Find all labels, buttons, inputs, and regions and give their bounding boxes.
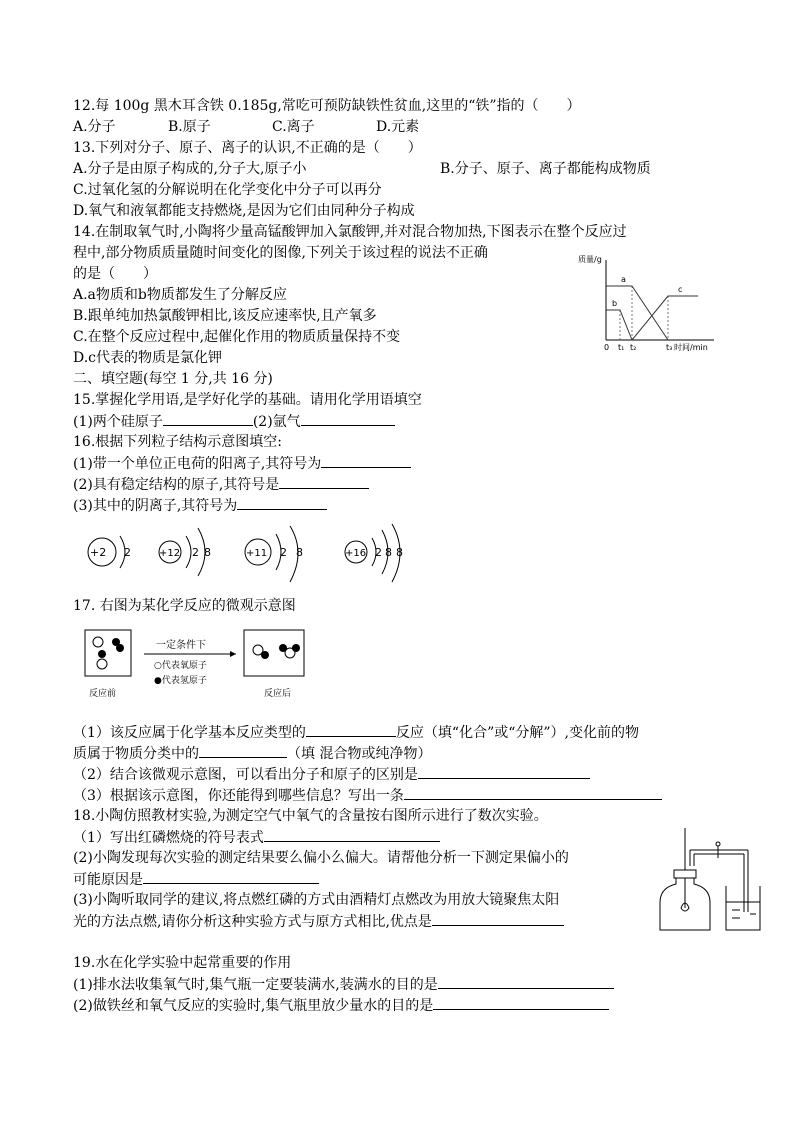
q12-stem: 12.每 100g 黑木耳含铁 0.185g,常吃可预防缺铁性贫血,这里的“铁”指的（ ）: [73, 98, 581, 114]
q16-blank1[interactable]: [321, 453, 411, 468]
nucleus-4: +16: [345, 548, 367, 559]
q16-blank3[interactable]: [237, 495, 327, 510]
q19-part2-text: (2)做铁丝和氧气反应的实验时,集气瓶里放少量水的目的是: [73, 998, 434, 1014]
graph-series-b: b: [612, 299, 618, 308]
shell-4-2: 8: [385, 546, 392, 559]
q16-part1-text: (1)带一个单位正电荷的阳离子,其符号为: [73, 456, 322, 472]
q17-part3-text: （3）根据该示意图，你还能得到哪些信息？写出一条: [73, 788, 404, 804]
section-2-heading: 二、填空题(每空 1 分,共 16 分): [73, 371, 273, 387]
q18-part2-line1: (2)小陶发现每次实验的测定结果要么偏小么偏大。请帮他分析一下测定果偏小的: [73, 850, 569, 866]
q12-option-b: B.原子: [168, 119, 211, 135]
q15-part2: (2)氩气: [252, 414, 301, 430]
graph-xlabel: 时间/min: [674, 343, 708, 352]
q19-part2: [73, 995, 609, 1016]
q18-part3-line2: [73, 911, 564, 932]
q15-stem: 15.掌握化学用语,是学好化学的基础。请用化学用语填空: [73, 392, 422, 408]
nucleus-1: +2: [90, 546, 107, 559]
q12-option-a: A.分子: [73, 119, 116, 135]
structure-1: [88, 536, 131, 568]
shell-3-2: 8: [296, 546, 303, 559]
q17-part1-text-b: 反应（填“化合”或“分解”）,变化前的物: [395, 725, 639, 741]
q14-option-c: C.在整个反应过程中,起催化作用的物质质量保持不变: [73, 329, 401, 345]
q13-stem: 13.下列对分子、原子、离子的认识,不正确的是（ ）: [73, 140, 422, 156]
q19-blank1[interactable]: [438, 974, 614, 989]
q16-part2: [73, 474, 369, 495]
q14-option-b: B.跟单纯加热氯酸钾相比,该反应速率快,且产氧多: [73, 308, 377, 324]
q17-blank2[interactable]: [199, 743, 287, 758]
nucleus-3: +11: [246, 548, 268, 559]
q19-blank2[interactable]: [433, 995, 609, 1010]
q18-stem: 18.小陶仿照教材实验,为测定空气中氧气的含量按右图所示进行了数次实验。: [73, 808, 548, 824]
q16-stem: 16.根据下列粒子结构示意图填空:: [73, 434, 282, 450]
shell-1-1: 2: [124, 546, 131, 559]
q17-part1-cont: [73, 743, 431, 764]
q14-stem-line2: 程中,部分物质质量随时间变化的图像,下列关于该过程的说法不正确: [73, 245, 488, 261]
q13-option-c: C.过氧化氢的分解说明在化学变化中分子可以再分: [73, 182, 382, 198]
q14-stem-line1: 14.在制取氧气时,小陶将少量高锰酸钾加入氯酸钾,并对混合物加热,下图表示在整个反应过: [73, 224, 627, 240]
q18-apparatus: [654, 826, 764, 938]
q14-option-d: D.c代表的物质是氯化钾: [73, 350, 223, 366]
q17-part1-text-d: （填 混合物或纯净物）: [287, 746, 432, 762]
q18-part3-text: 光的方法点燃,请你分析这种实验方式与原方式相比,优点是: [73, 914, 432, 930]
q17-blank4[interactable]: [404, 785, 662, 800]
q12-option-c: C.离子: [272, 119, 315, 135]
q13-option-b: B.分子、原子、离子都能构成物质: [440, 161, 651, 177]
nucleus-2: +12: [159, 548, 181, 559]
structure-4: [345, 524, 403, 582]
q13-option-d: D.氧气和液氧都能支持燃烧,是因为它们由同种分子构成: [73, 203, 415, 219]
q17-blank1[interactable]: [306, 722, 396, 737]
q17-part1-text-a: （1）该反应属于化学基本反应类型的: [73, 725, 306, 741]
q13-option-a: A.分子是由原子构成的,分子大,原子小: [73, 161, 307, 177]
graph-tick-t2: t₂: [630, 343, 637, 352]
shell-2-1: 2: [192, 546, 199, 559]
shell-4-3: 8: [396, 546, 403, 559]
q15-blank1[interactable]: [163, 411, 253, 426]
legend-oxygen: ○代表氧原子: [154, 661, 207, 671]
q17-blank3[interactable]: [418, 764, 590, 779]
q12-options: [73, 117, 419, 137]
q16-part1: [73, 453, 411, 474]
q16-part2-text: (2)具有稳定结构的原子,其符号是: [73, 477, 280, 493]
graph-series-c: c: [678, 285, 683, 294]
q17-reaction-diagram: [84, 626, 314, 702]
label-after: 反应后: [264, 689, 292, 699]
q18-part2-text: 可能原因是: [73, 872, 143, 888]
q18-part3-line1: (3)小陶听取同学的建议,将点燃红磷的方式由酒精灯点燃改为用放大镜聚焦太阳: [73, 892, 560, 908]
q16-part3: [73, 495, 327, 516]
reaction-condition: 一定条件下: [156, 640, 206, 651]
q12-option-d: D.元素: [376, 119, 420, 135]
q17-part2: [73, 764, 590, 785]
q16-part3-text: (3)其中的阴离子,其符号为: [73, 498, 238, 514]
q19-part1: [73, 974, 614, 995]
q18-blank2[interactable]: [143, 869, 319, 884]
label-before: 反应前: [89, 689, 117, 699]
q14-stem-line3: 的是（ ）: [73, 266, 157, 282]
graph-origin: 0: [604, 343, 610, 352]
structure-2: [159, 528, 211, 576]
q15-part1: (1)两个硅原子: [73, 414, 163, 430]
graph-tick-t1: t₁: [618, 343, 625, 352]
q18-part1-text: （1）写出红磷燃烧的符号表式: [73, 830, 264, 846]
q17-part1-text-c: 质属于物质分类中的: [73, 746, 199, 762]
q18-blank1[interactable]: [264, 827, 440, 842]
q18-part1: [73, 827, 440, 848]
graph-tick-t3: t₃: [666, 343, 673, 352]
q18-blank3[interactable]: [432, 911, 564, 926]
graph-ylabel: 质量/g: [578, 255, 602, 264]
q17-part3: [73, 785, 662, 806]
q15-parts: [73, 411, 395, 432]
q15-blank2[interactable]: [301, 411, 395, 426]
q16-particle-structures: [80, 522, 420, 590]
shell-3-1: 2: [280, 546, 287, 559]
legend-hydrogen: ●代表氢原子: [154, 676, 207, 686]
q14-mass-time-graph: [574, 248, 724, 356]
q19-stem: 19.水在化学实验中起常重要的作用: [73, 955, 292, 971]
q17-stem: 17. 右图为某化学反应的微观示意图: [73, 598, 296, 614]
q17-part1: [73, 722, 639, 743]
shell-2-2: 8: [204, 546, 211, 559]
q16-blank2[interactable]: [279, 474, 369, 489]
q17-part2-text: （2）结合该微观示意图，可以看出分子和原子的区别是: [73, 767, 418, 783]
graph-series-a: a: [621, 275, 626, 284]
shell-4-1: 2: [375, 546, 382, 559]
structure-3: [245, 526, 303, 582]
q18-part2-line2: [73, 869, 319, 890]
q19-part1-text: (1)排水法收集氧气时,集气瓶一定要装满水,装满水的目的是: [73, 977, 438, 993]
q14-option-a: A.a物质和b物质都发生了分解反应: [73, 287, 287, 303]
